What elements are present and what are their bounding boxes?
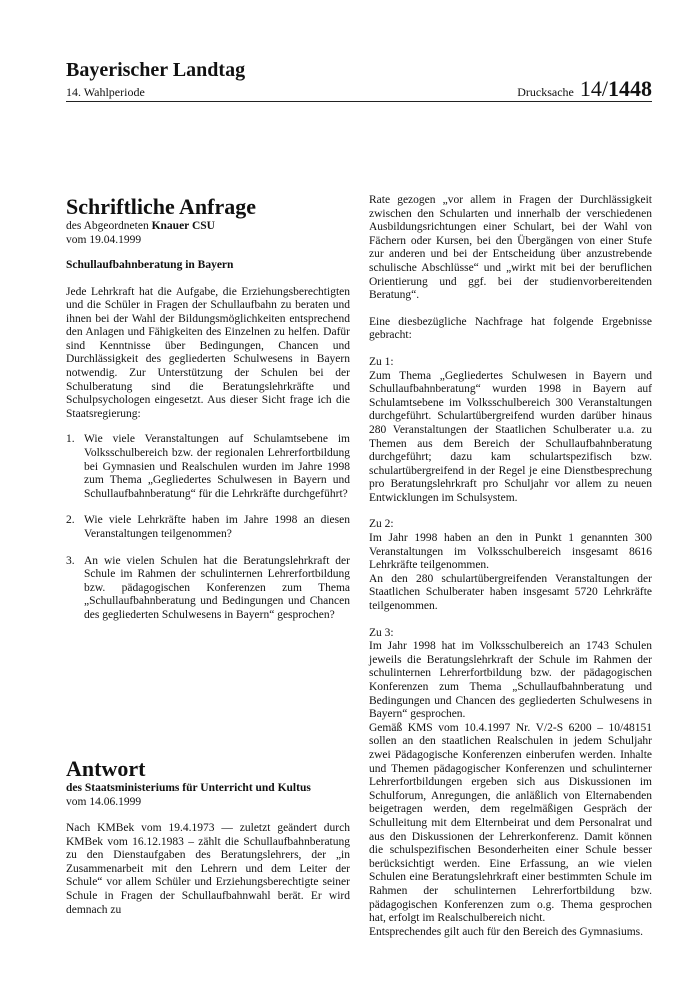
answer-title: Antwort <box>66 756 146 781</box>
answer-date: vom 14.06.1999 <box>66 795 142 808</box>
drucksache-label: Drucksache <box>517 85 574 99</box>
question-item <box>66 433 350 501</box>
question-title: Schriftliche Anfrage <box>66 194 257 219</box>
answer-continuation-text: Rate gezogen „vor allem in Fragen der Durchlässigkeit zwischen den Schularten und innerhalb der verschiedenen Ausbildungsrichtungen einer Schulart, bei der Wahl von Fächern oder Kursen, bei den Übergängen von einer Stufe zur anderen und bei der Entscheidung über anzustrebende schulische Abschlüsse“ und „wirkt mit bei der beruflichen Orientierung und ggf. bei der studienvorbereitenden Beratung“. <box>369 194 652 302</box>
header-divider <box>66 101 652 102</box>
answer-ministry: des Staatsministeriums für Unterricht und Kultus <box>66 782 311 794</box>
legislative-period: 14. Wahlperiode <box>66 85 145 99</box>
organization-name: Bayerischer Landtag <box>66 59 246 81</box>
page-header <box>66 58 652 100</box>
author-name: Knauer CSU <box>151 220 215 232</box>
zu2-text-1: Im Jahr 1998 haben an den in Punkt 1 genannten 300 Veranstaltungen im Volksschulbereich insgesamt 8616 Lehrkräfte teilgenommen. <box>369 532 652 572</box>
drucksache-number-value: 1448 <box>608 76 652 101</box>
question-date: vom 19.04.1999 <box>66 233 142 246</box>
question-subject: Schullaufbahnberatung in Bayern <box>66 259 234 271</box>
question-author <box>66 220 350 234</box>
zu3-text-3: Entsprechendes gilt auch für den Bereich des Gymnasiums. <box>369 925 644 938</box>
drucksache-number <box>580 76 652 101</box>
drucksache-reference <box>517 76 652 102</box>
zu3-text-1: Im Jahr 1998 hat im Volksschulbereich an 1743 Schulen jeweils die Beratungslehrkraft der Schule im Rahmen der schulinternen Lehrerfortbildung bzw. der pädagogischen Konferenzen zum Thema „Schullaufbahnberatung und Bedingungen und Chancen des gegliederten Schulwesens in Bayern“ gesprochen. <box>369 640 652 721</box>
question-number: 3. <box>66 554 75 567</box>
answer-continuation <box>369 194 652 939</box>
question-text: An wie vielen Schulen hat die Beratungslehrkraft der Schule im Rahmen der schulinternen Lehrerfortbildung bzw. pädagogischen Konferenzen zum Thema „Schullaufbahnberatung und Bedingungen und Chancen des gegliederten Schulwesens in Bayern“ gesprochen? <box>84 554 350 621</box>
drucksache-period: 14/ <box>579 76 608 101</box>
zu1-label: Zu 1: <box>369 355 394 368</box>
author-prefix: des Abgeordneten <box>66 220 152 232</box>
question-intro: Jede Lehrkraft hat die Aufgabe, die Erziehungsberechtigten und die Schüler in Fragen der Schullaufbahn zu beraten und ihnen bei der Wahl der Bildungsmöglichkeiten entsprechend den Anlagen und Fähigkeiten des Einzelnen zu helfen. Dafür sind Kenntnisse über Bedingungen, Chancen und Durchlässigkeit des gegliederten Schulwesens in Bayern notwendig. Zur Unterstützung der Schulen bei der Schulberatung sind die Beratungslehrkräfte und Schulpsychologen eingesetzt. Aus dieser Sicht frage ich die Staatsregierung: <box>66 285 350 420</box>
zu1-text: Zum Thema „Gegliedertes Schulwesen in Bayern und Schullaufbahnberatung“ wurden 1998 in Bayern auf Schulamtsebene im Volksschulbereich 300 Veranstaltungen durchgeführt. Schulartübergreifend wurden darüber hinaus 280 Veranstaltungen der Staatlichen Schulberater u.a. zu Themen aus dem Bereich der Schullaufbahnberatung durchgeführt; dazu kam schulartspezifisch bzw. schulartübergreifend in der Regel je eine Dienstbesprechung pro Beratungslehrkraft pro Schuljahr vor allem zu neuen Entwicklungen im Schulsystem. <box>369 369 652 504</box>
question-item <box>66 555 350 623</box>
question-number: 2. <box>66 514 75 527</box>
answer-section <box>66 756 350 917</box>
question-section <box>66 194 350 636</box>
zu2-text-2: An den 280 schulartübergreifenden Veranstaltungen der Staatlichen Schulberater haben insgesamt 5720 Lehrkräfte teilgenommen. <box>369 572 652 613</box>
question-item <box>66 514 350 541</box>
question-number: 1. <box>66 433 75 446</box>
zu3-label: Zu 3: <box>369 626 394 639</box>
question-list <box>66 433 350 622</box>
answer-intro: Nach KMBek vom 19.4.1973 — zuletzt geändert durch KMBek vom 16.12.1983 – zählt die Schullaufbahnberatung zu den Dienstaufgaben des Beratungslehrers, der „in Zusammenarbeit mit den Lehrern und dem Leiter der Schule“ vor allem Schüler und Erziehungsberechtigte seiner Schule in Fragen der Schullaufbahnwahl berät. Er wird demnach zu <box>66 822 350 916</box>
nachfrage-text: Eine diesbezügliche Nachfrage hat folgende Ergebnisse gebracht: <box>369 315 652 342</box>
zu3-text-2: Gemäß KMS vom 10.4.1997 Nr. V/2-S 6200 – 10/48151 sollen an den staatlichen Realschulen in jedem Schuljahr zwei Pädagogische Konferenzen einberufen werden. Inhalte und Themen pädagogischer Konferenzen und schulinterner Lehrerfortbildungen ergeben sich aus Diskussionen im Schulforum, Anregungen, die anläßlich von Elternabenden beigetragen werden, dem regelmäßigen Gespräch der Schulleitung mit dem Elternbeirat und dem Personalrat und aus den Diskussionen der Lehrerkonferenz. Damit können die schulspezifischen Besonderheiten einer Schule besser berücksichtigt werden. Eine Erfassung, an wie vielen Schulen eine Beratungslehrkraft einer bestimmten Schule im Rahmen der schulinternen Lehrerfortbildung bzw. pädagogischen Konferenzen zum o.g. Thema gesprochen hat, erfolgt im Realschulbereich nicht. <box>369 721 652 925</box>
question-text: Wie viele Lehrkräfte haben im Jahre 1998 an diesen Veranstaltungen teilgenommen? <box>84 514 350 540</box>
question-text: Wie viele Veranstaltungen auf Schulamtsebene im Volksschulbereich bzw. der regionalen Lehrerfortbildung bei Gymnasien und Realschulen wurden im Jahre 1998 zum Thema „Gegliedertes Schulwesen in Bayern und Schullaufbahnberatung“ für die Lehrkräfte durchgeführt? <box>84 433 350 500</box>
zu2-label: Zu 2: <box>369 518 394 531</box>
